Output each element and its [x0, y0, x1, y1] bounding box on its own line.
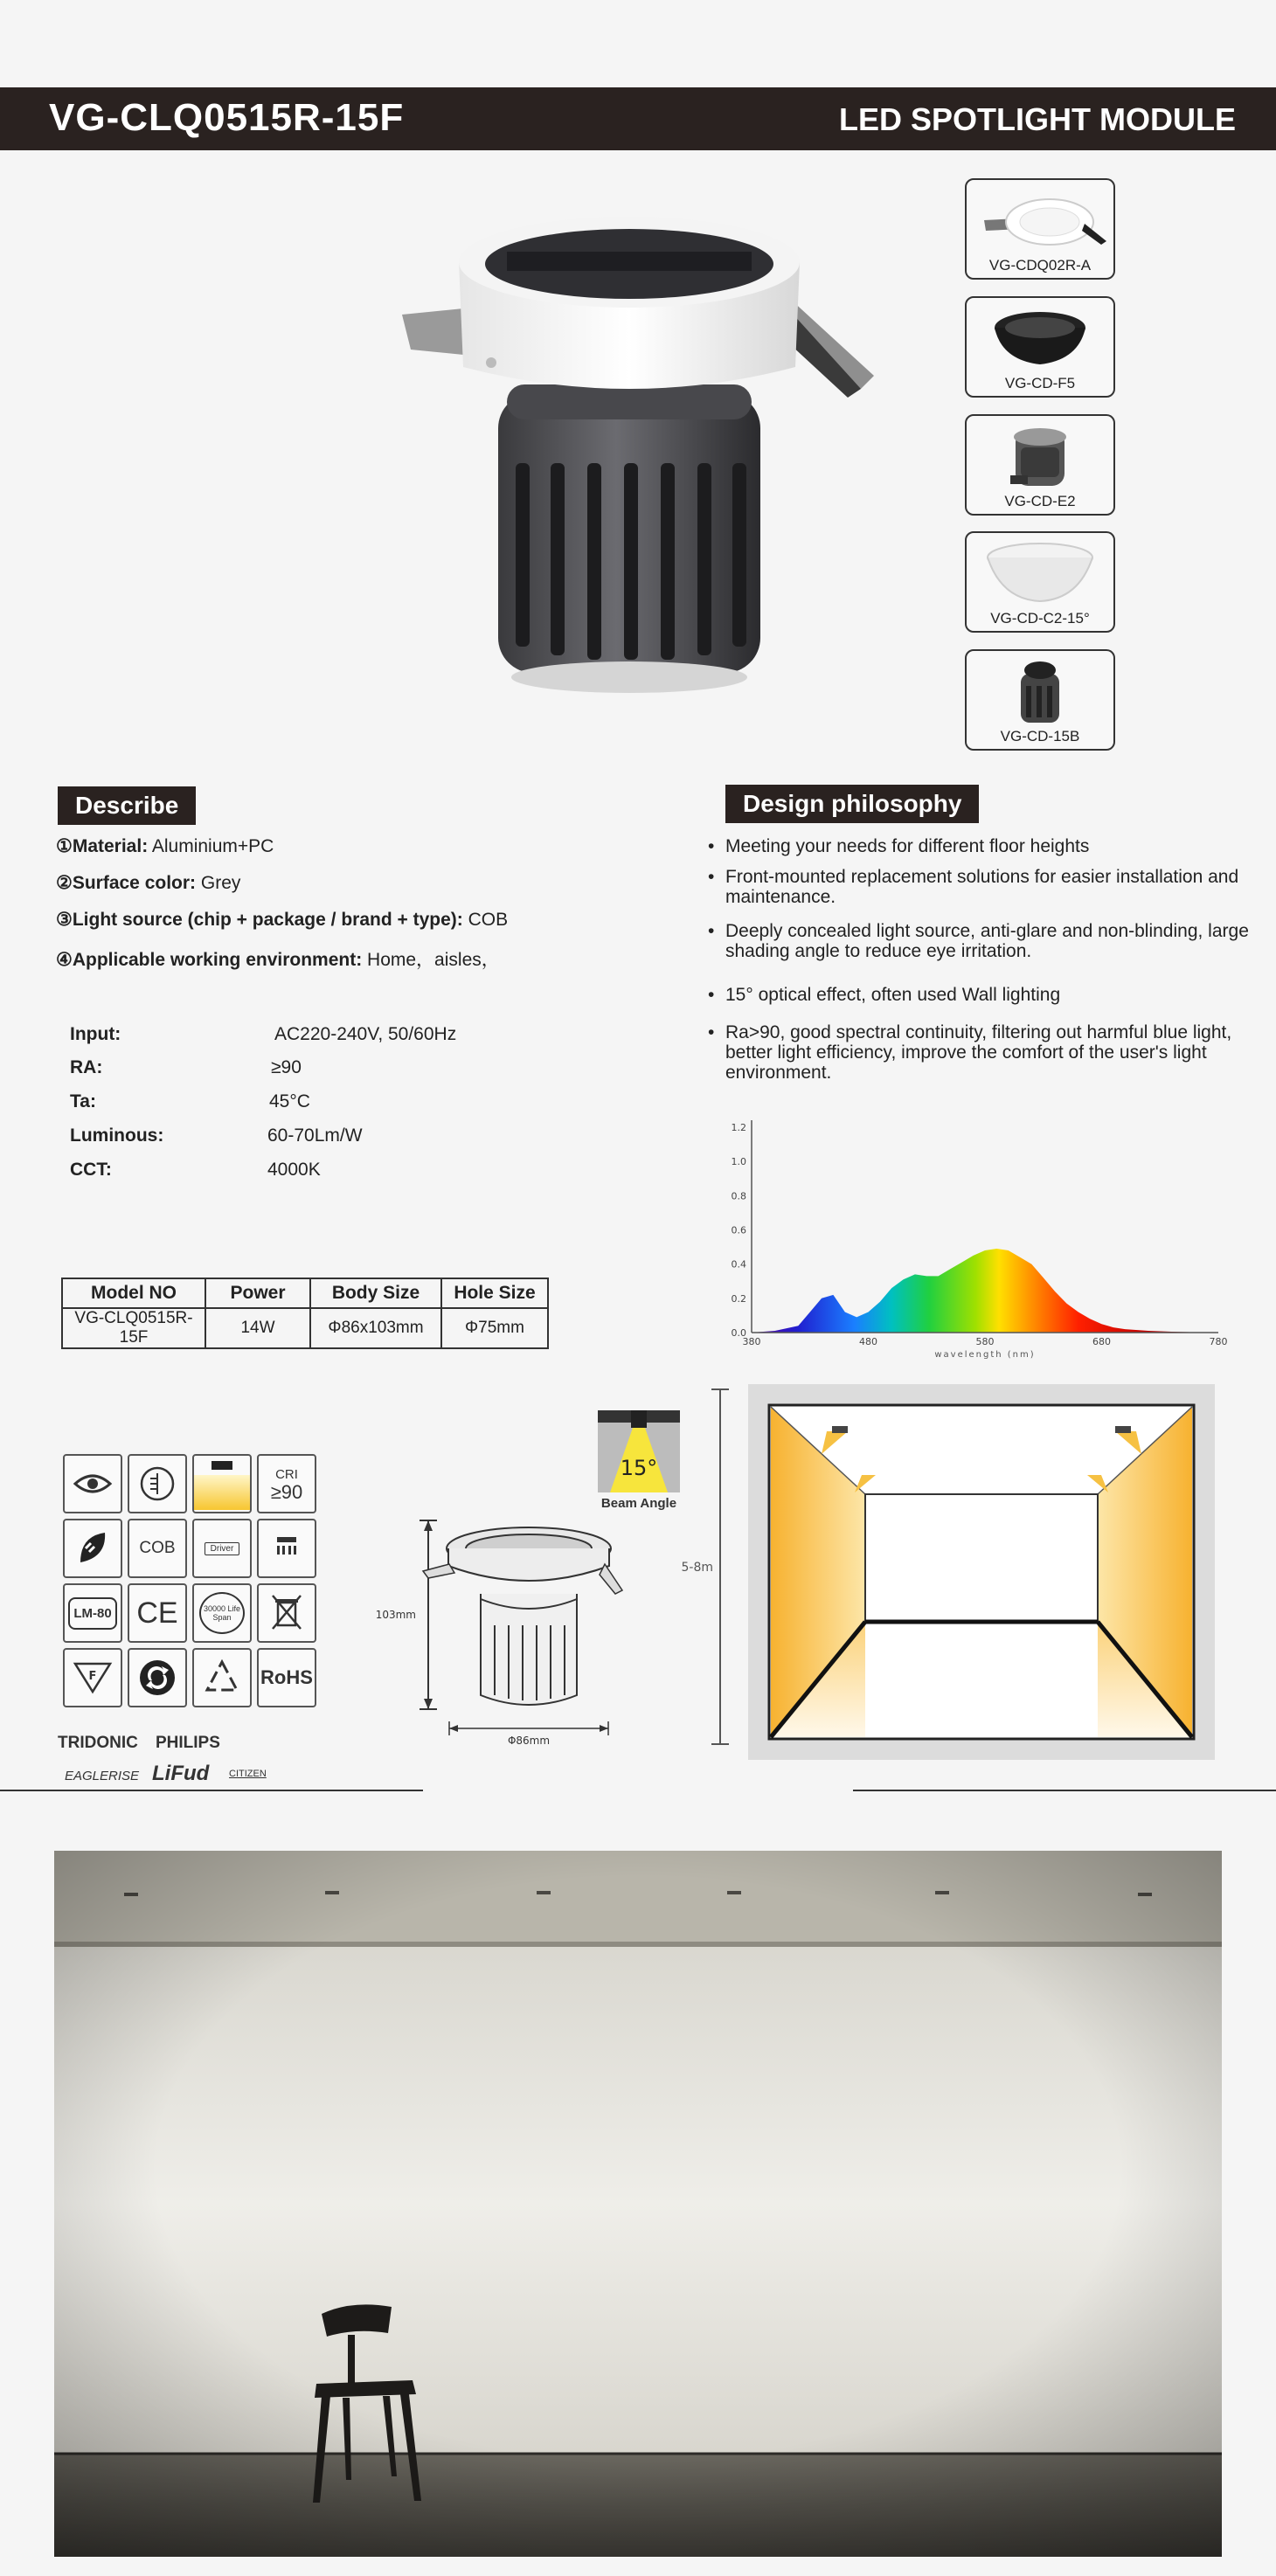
header-bar — [0, 87, 1276, 150]
y-tick-label: 0.8 — [731, 1190, 746, 1202]
divider — [0, 1790, 423, 1791]
spec-key: Ta: — [70, 1091, 96, 1111]
describe-line: ④Applicable working environment: Home，aisles， — [56, 950, 500, 970]
accessory-item[interactable] — [965, 649, 1115, 751]
table-cell: 14W — [205, 1308, 310, 1348]
x-tick-label: 380 — [742, 1336, 761, 1347]
downlight-icon — [257, 1519, 316, 1578]
spec-key: Luminous: — [70, 1125, 164, 1146]
spectrum-chart — [699, 1110, 1232, 1372]
table-header: Hole Size — [441, 1278, 548, 1308]
x-axis-label: wavelength (nm) — [934, 1350, 1036, 1360]
dimension-drawing — [376, 1512, 638, 1748]
accessory-item[interactable] — [965, 178, 1115, 280]
spec-key: CCT: — [70, 1160, 112, 1180]
spec-key: Input: — [70, 1024, 121, 1044]
beam-angle-label: Beam Angle — [600, 1496, 677, 1511]
application-photo — [54, 1851, 1222, 2557]
spec-key: RA: — [70, 1057, 103, 1077]
model-table — [61, 1278, 549, 1349]
lens-holder-icon — [967, 421, 1113, 491]
spectrum-area — [752, 1249, 1218, 1333]
design-title: Design philosophy — [725, 785, 979, 823]
cri-icon: CRI ≥90 — [257, 1454, 316, 1513]
describe-title: Describe — [58, 786, 196, 825]
design-point: • Ra>90, good spectral continuity, filtering out harmful blue light, better light efficiency, improve the comfort of the user's light environment. — [708, 1022, 1267, 1083]
table-cell: Φ86x103mm — [310, 1308, 441, 1348]
product-main-image — [385, 210, 891, 699]
table-header: Body Size — [310, 1278, 441, 1308]
brand-logo: TRIDONIC — [58, 1734, 138, 1752]
describe-line: ②Surface color: Grey — [56, 873, 241, 893]
svg-text:5-8m: 5-8m — [681, 1561, 713, 1575]
clear-lens-icon — [967, 538, 1113, 608]
x-tick-label: 780 — [1209, 1336, 1228, 1347]
plug-leaf-icon — [63, 1519, 122, 1578]
y-tick-label: 0.2 — [731, 1292, 746, 1305]
cob-icon: COB — [128, 1519, 187, 1578]
weee-bin-icon — [257, 1583, 316, 1643]
divider — [853, 1790, 1276, 1791]
svg-text:F: F — [88, 1670, 97, 1683]
ring-trim-icon — [967, 185, 1113, 255]
x-tick-label: 580 — [975, 1336, 995, 1347]
accessory-label: VG-CD-F5 — [1004, 375, 1076, 391]
x-tick-label: 480 — [859, 1336, 877, 1347]
table-cell: VG-CLQ0515R-15F — [62, 1308, 205, 1348]
accessory-label: VG-CD-E2 — [1004, 493, 1076, 509]
brand-logo: LiFud — [152, 1762, 210, 1785]
spec-value: 45°C — [269, 1091, 310, 1111]
table-cell: Φ75mm — [441, 1308, 548, 1348]
describe-line: ①Material: Aluminium+PC — [56, 836, 274, 856]
spec-value: AC220-240V, 50/60Hz — [274, 1024, 457, 1044]
driver-icon: Driver — [192, 1519, 252, 1578]
y-tick-label: 1.2 — [731, 1122, 746, 1133]
black-reflector-icon — [967, 303, 1113, 373]
model-title: VG-CLQ0515R-15F — [49, 96, 405, 139]
design-point: • Front-mounted replacement solutions for easier installation and maintenance. — [708, 867, 1267, 907]
y-tick-label: 1.0 — [731, 1156, 746, 1168]
product-type: LED SPOTLIGHT MODULE — [839, 101, 1236, 137]
dimmer-icon — [128, 1454, 187, 1513]
ce-icon: CE — [128, 1583, 187, 1643]
accessory-label: VG-CD-C2-15° — [990, 610, 1090, 627]
accessory-item[interactable] — [965, 531, 1115, 633]
design-point: • Deeply concealed light source, anti-glare and non-blinding, large shading angle to reduce eye irritation. — [708, 921, 1267, 961]
green-dot-icon — [128, 1648, 187, 1707]
table-header: Model NO — [62, 1278, 205, 1308]
svg-text:Φ86mm: Φ86mm — [507, 1735, 551, 1747]
svg-text:15°: 15° — [620, 1456, 658, 1480]
accessory-item[interactable] — [965, 414, 1115, 516]
eye-icon — [63, 1454, 122, 1513]
y-tick-label: 0.6 — [731, 1224, 746, 1236]
spec-value: 60-70Lm/W — [267, 1125, 363, 1146]
lm80-icon: LM-80 — [63, 1583, 122, 1643]
design-point: • Meeting your needs for different floor heights — [708, 836, 1267, 856]
f-mark-icon — [63, 1648, 122, 1707]
recycle-icon — [192, 1648, 252, 1707]
y-tick-label: 0.4 — [731, 1258, 746, 1271]
beam-angle-graphic — [598, 1410, 680, 1492]
accessory-item[interactable] — [965, 296, 1115, 398]
brand-logo: PHILIPS — [156, 1734, 220, 1752]
room-illustration — [681, 1384, 1224, 1760]
table-header: Power — [205, 1278, 310, 1308]
beam-light-icon — [192, 1454, 252, 1513]
x-tick-label: 680 — [1092, 1336, 1111, 1347]
brand-logo: EAGLERISE — [65, 1769, 140, 1783]
lifespan-icon: 30000 Life Span — [192, 1583, 252, 1643]
rohs-icon: RoHS — [257, 1648, 316, 1707]
accessory-label: VG-CD-15B — [1000, 728, 1080, 744]
led-module-icon — [967, 656, 1113, 726]
spec-value: ≥90 — [271, 1057, 302, 1077]
accessory-label: VG-CDQ02R-A — [988, 257, 1092, 274]
svg-text:103mm: 103mm — [375, 1609, 416, 1621]
describe-line: ③Light source (chip + package / brand + type): COB — [56, 910, 509, 930]
spec-value: 4000K — [267, 1160, 321, 1180]
design-point: • 15° optical effect, often used Wall lighting — [708, 985, 1267, 1005]
brand-logo: CITIZEN — [229, 1769, 267, 1779]
y-tick-label: 0.0 — [731, 1327, 746, 1339]
